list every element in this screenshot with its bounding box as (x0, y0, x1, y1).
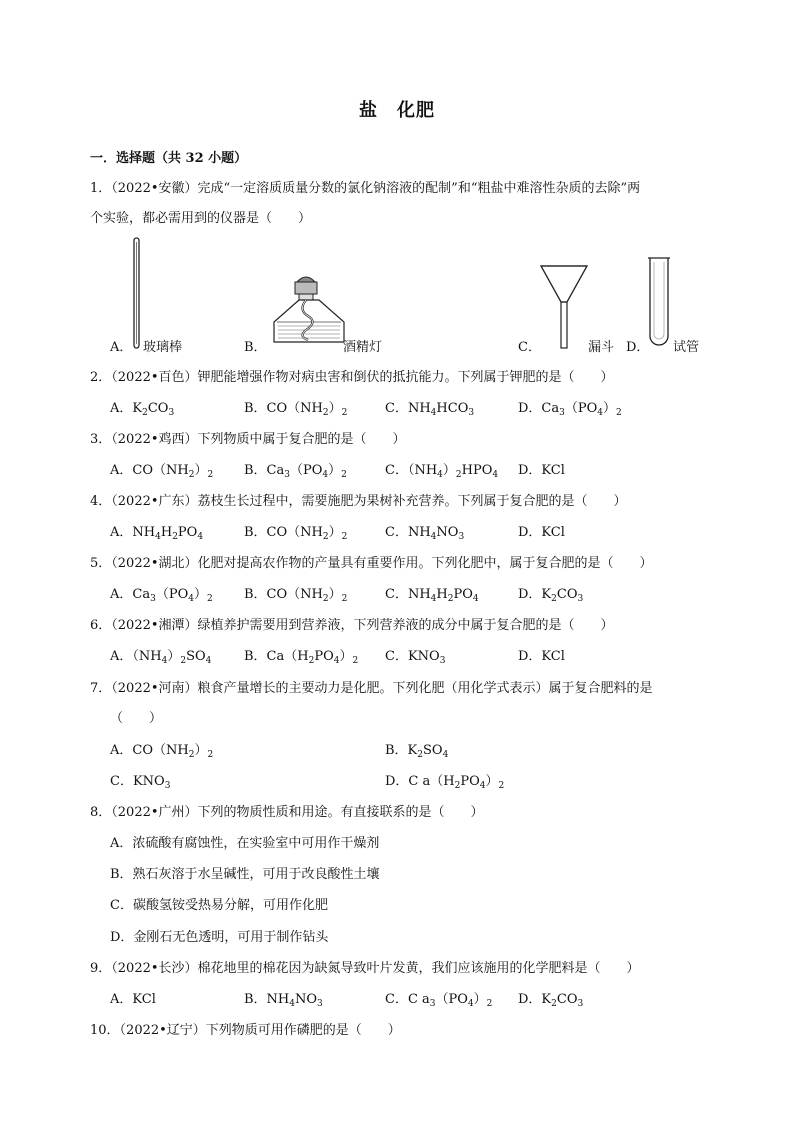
q10-stem: 10．（2022•辽宁）下列物质可用作磷肥的是（ ） (90, 1023, 401, 1038)
q8-stem: 8．（2022•广州）下列的物质性质和用途。有直接联系的是（ ） (90, 805, 484, 820)
section-heading: 一．选择题（共 32 小题） (90, 151, 248, 166)
q5-option-d: D．$K_2CO_3$ (518, 587, 584, 604)
q6-option-a: A．$(NH_4)_2SO_4$ (110, 649, 212, 666)
q2-option-a: A．$K_2CO_3$ (110, 401, 175, 418)
q5-stem: 5．（2022•湖北）化肥对提高农作物的产量具有重要作用。下列化肥中，属于复合肥的是（ ） (90, 556, 653, 571)
q5-option-a: A．$Ca_3(PO_4)_2$ (110, 587, 213, 604)
page-title: 盐 化肥 (359, 100, 435, 121)
q9-option-a: A．KCl (110, 992, 156, 1007)
q4-option-a: A．$NH_4H_2PO_4$ (110, 525, 204, 542)
q1-option-d-letter: D． (626, 340, 650, 355)
q4-option-d: D．KCl (518, 525, 565, 540)
q7-line2: （ ） (110, 711, 163, 726)
q6-option-d: D．KCl (518, 649, 565, 664)
q7-option-b: B．$K_2SO_4$ (385, 743, 449, 760)
q3-option-c: C．$(NH_4)_2HPO_4$ (385, 463, 499, 480)
q2-option-d: D．$Ca_3(PO_4)_2$ (518, 401, 622, 418)
q1-option-d-label: 试管 (673, 340, 700, 355)
q2-option-c: C．$NH_4HCO_3$ (385, 401, 475, 418)
q5-option-b: B．$CO(NH_2)_2$ (244, 587, 348, 604)
q3-stem: 3．（2022•鸡西）下列物质中属于复合肥的是（ ） (90, 432, 406, 447)
q8-option-d: D．金刚石无色透明，可用于制作钻头 (110, 930, 329, 945)
q8-option-a: A．浓硫酸有腐蚀性，在实验室中可用作干燥剂 (110, 836, 380, 851)
q6-stem: 6．（2022•湘潭）绿植养护需要用到营养液，下列营养液的成分中属于复合肥的是（ ） (90, 618, 614, 633)
q7-option-c: C．$KNO_3$ (110, 774, 171, 791)
q4-option-b: B．$CO(NH_2)_2$ (244, 525, 348, 542)
q1-option-c-letter: C． (518, 340, 541, 355)
glass-rod-icon (130, 236, 144, 352)
q9-option-d: D．$K_2CO_3$ (518, 992, 584, 1009)
q2-stem: 2．（2022•百色）钾肥能增强作物对病虫害和倒伏的抵抗能力。下列属于钾肥的是（ ） (90, 370, 614, 385)
q7-line1: 7．（2022•河南）粮食产量增长的主要动力是化肥。下列化肥（用化学式表示）属于复合肥料的是 (90, 681, 653, 696)
q1-line1: 1．（2022•安徽）完成“一定溶质质量分数的氯化钠溶液的配制”和“粗盐中难溶性杂质的去除”两 (90, 181, 641, 196)
q3-option-a: A．$CO(NH_2)_2$ (110, 463, 214, 480)
q8-option-c: C．碳酸氢铵受热易分解，可用作化肥 (110, 898, 328, 913)
q6-option-c: C．$KNO_3$ (385, 649, 446, 666)
q3-option-d: D．KCl (518, 463, 565, 478)
q8-option-b: B．熟石灰溶于水呈碱性，可用于改良酸性土壤 (110, 867, 380, 882)
q9-option-c: C．C $a_3(PO_4)_2$ (385, 992, 493, 1009)
q1-option-b-label: 酒精灯 (343, 340, 383, 355)
q1-line2: 个实验，都必需用到的仪器是（ ） (90, 211, 312, 226)
funnel-icon (538, 262, 590, 352)
q2-option-b: B．$CO(NH_2)_2$ (244, 401, 348, 418)
q4-option-c: C．$NH_4NO_3$ (385, 525, 465, 542)
q7-option-d: D．C $a(H_2PO_4)_2$ (385, 774, 505, 791)
q1-option-b-letter: B． (244, 340, 267, 355)
q1-option-c-label: 漏斗 (588, 340, 615, 355)
q9-stem: 9．（2022•长沙）棉花地里的棉花因为缺氮导致叶片发黄，我们应该施用的化学肥料是（ ） (90, 961, 640, 976)
q5-option-c: C．$NH_4H_2PO_4$ (385, 587, 479, 604)
q1-option-a-letter: A． (110, 340, 133, 355)
q6-option-b: B．$Ca(H_2PO_4)_2$ (244, 649, 359, 666)
alcohol-lamp-icon (268, 270, 350, 350)
q9-option-b: B．$NH_4NO_3$ (244, 992, 323, 1009)
test-tube-icon (646, 254, 672, 350)
q7-option-a: A．$CO(NH_2)_2$ (110, 743, 214, 760)
q1-option-a-label: 玻璃棒 (143, 340, 183, 355)
q4-stem: 4．（2022•广东）荔枝生长过程中，需要施肥为果树补充营养。下列属于复合肥的是（ ） (90, 494, 627, 509)
q3-option-b: B．$Ca_3(PO_4)_2$ (244, 463, 347, 480)
